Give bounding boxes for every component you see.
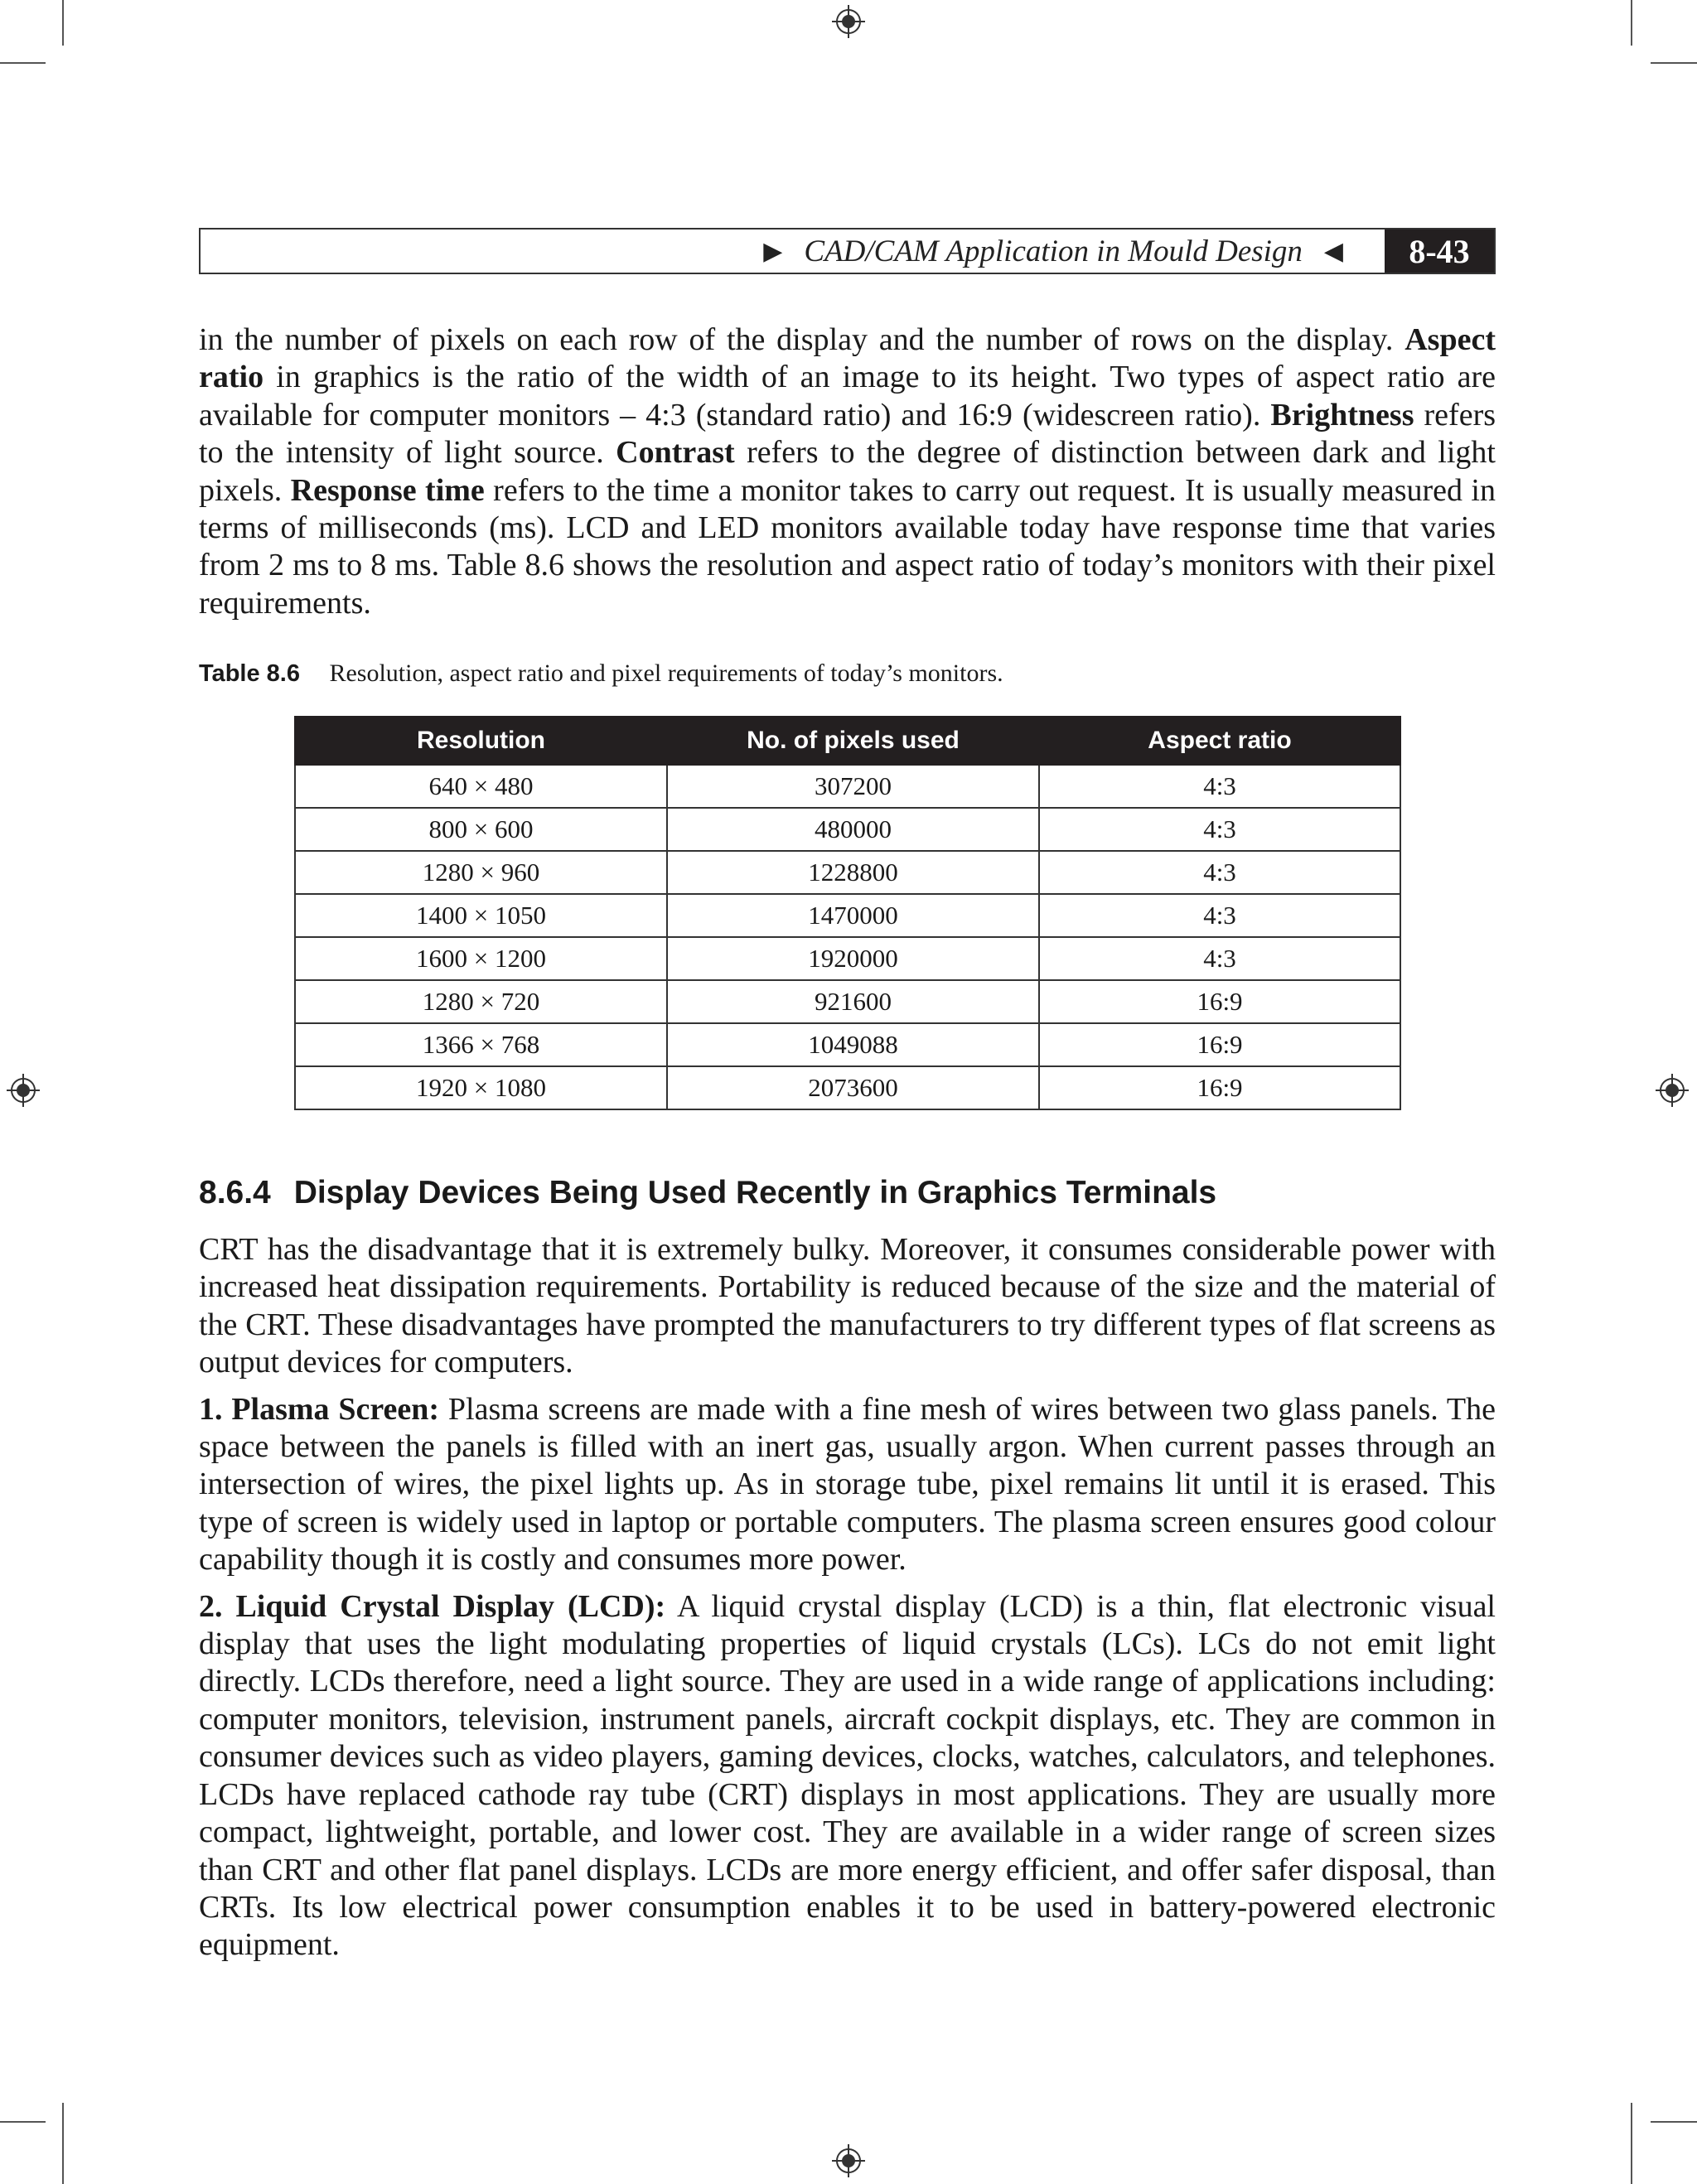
table-row bbox=[295, 1023, 1400, 1066]
cell-pixels: 480000 bbox=[667, 808, 1039, 851]
cell-aspect-ratio: 16:9 bbox=[1039, 1023, 1400, 1066]
crop-mark-bottom-left-h bbox=[0, 2121, 46, 2123]
triangle-right-icon: ▶ bbox=[763, 237, 783, 265]
triangle-left-icon: ◀ bbox=[1323, 237, 1343, 265]
term-bold: Aspect ratio bbox=[199, 322, 1496, 395]
crop-mark-bottom-right-h bbox=[1651, 2121, 1697, 2123]
cell-resolution: 1280 × 720 bbox=[295, 980, 667, 1023]
cell-pixels: 1228800 bbox=[667, 851, 1039, 894]
section-body bbox=[199, 1231, 1496, 1964]
plasma-screen-paragraph bbox=[199, 1391, 1496, 1579]
cell-resolution: 800 × 600 bbox=[295, 808, 667, 851]
lcd-text: A liquid crystal display (LCD) is a thin, flat electronic visual display that uses the light modulating properties of liquid crystals (LCs). LCs do not emit light directly. LCDs therefore, need a light source. They are used in a wide range of applications including: computer monitors, television, instrument panels, aircraft cockpit displays, etc. They are common in consumer devices such as video players, gaming devices, clocks, watches, calculators, and telephones. LCDs have replaced cathode ray tube (CRT) displays in most applications. They are usually more compact, lightweight, portable, and lower cost. They are available in a wider range of screen sizes than CRT and other flat panel displays. LCDs are more energy efficient, and offer safer disposal, than CRTs. Its low electrical power consumption enables it to be used in battery-powered electronic equipment. bbox=[199, 1588, 1496, 1963]
intro-text: refers to the intensity of light source. bbox=[199, 397, 1496, 471]
table-row bbox=[295, 765, 1400, 808]
crop-mark-bottom-left-v bbox=[62, 2103, 64, 2184]
term-bold: Brightness bbox=[1270, 397, 1414, 432]
table-row bbox=[295, 1066, 1400, 1109]
cell-resolution: 1366 × 768 bbox=[295, 1023, 667, 1066]
intro-text: in the number of pixels on each row of the display and the number of rows on the display. bbox=[199, 322, 1405, 357]
cell-aspect-ratio: 4:3 bbox=[1039, 765, 1400, 808]
cell-resolution: 1280 × 960 bbox=[295, 851, 667, 894]
intro-paragraph bbox=[199, 321, 1496, 622]
running-head bbox=[199, 228, 1496, 274]
running-head-title bbox=[742, 234, 1385, 269]
table-row bbox=[295, 851, 1400, 894]
registration-mark-icon bbox=[7, 1074, 40, 1107]
cell-pixels: 921600 bbox=[667, 980, 1039, 1023]
registration-mark-icon bbox=[1656, 1074, 1689, 1107]
registration-mark-icon bbox=[832, 5, 865, 38]
lcd-paragraph bbox=[199, 1588, 1496, 1964]
section-number: 8.6.4 bbox=[199, 1175, 271, 1210]
cell-resolution: 1400 × 1050 bbox=[295, 894, 667, 937]
plasma-screen-text: Plasma screens are made with a fine mesh of wires between two glass panels. The space between the panels is filled with an inert gas, usually argon. When current passes through an intersection of wires, the pixel lights up. As in storage tube, pixel remains lit until it is erased. This type of screen is widely used in laptop or portable computers. The plasma screen ensures good colour capability though it is costly and consumes more power. bbox=[199, 1391, 1496, 1578]
column-header-resolution: Resolution bbox=[295, 717, 667, 765]
page-number: 8-43 bbox=[1385, 230, 1494, 273]
intro-text: refers to the time a monitor takes to carry out request. It is usually measured in terms of milliseconds (ms). LCD and LED monitors available today have response time that varies from 2 ms to 8 ms. Table 8.6 shows the resolution and aspect ratio of today’s monitors with their pixel requirements. bbox=[199, 472, 1496, 621]
cell-resolution: 1920 × 1080 bbox=[295, 1066, 667, 1109]
section-paragraph: CRT has the disadvantage that it is extremely bulky. Moreover, it consumes considerable power with increased heat dissipation requirements. Portability is reduced because of the size and the material of the CRT. These disadvantages have prompted the manufacturers to try different types of flat screens as output devices for computers. bbox=[199, 1232, 1496, 1380]
cell-pixels: 1920000 bbox=[667, 937, 1039, 980]
table-header-row bbox=[295, 717, 1400, 765]
plasma-screen-label: 1. Plasma Screen: bbox=[199, 1391, 440, 1427]
intro-block bbox=[199, 321, 1496, 622]
table-label: Table 8.6 bbox=[199, 660, 300, 687]
intro-text: refers to the degree of distinction between dark and light pixels. bbox=[199, 435, 1496, 508]
cell-resolution: 1600 × 1200 bbox=[295, 937, 667, 980]
lcd-label: 2. Liquid Crystal Display (LCD): bbox=[199, 1588, 666, 1624]
cell-pixels: 1049088 bbox=[667, 1023, 1039, 1066]
crop-mark-top-right-h bbox=[1651, 62, 1697, 64]
column-header-aspect-ratio: Aspect ratio bbox=[1039, 717, 1400, 765]
cell-aspect-ratio: 4:3 bbox=[1039, 851, 1400, 894]
cell-aspect-ratio: 4:3 bbox=[1039, 937, 1400, 980]
table-row bbox=[295, 894, 1400, 937]
cell-resolution: 640 × 480 bbox=[295, 765, 667, 808]
crop-mark-top-left-h bbox=[0, 62, 46, 64]
section-heading bbox=[199, 1175, 1216, 1211]
cell-aspect-ratio: 4:3 bbox=[1039, 894, 1400, 937]
cell-pixels: 2073600 bbox=[667, 1066, 1039, 1109]
cell-pixels: 1470000 bbox=[667, 894, 1039, 937]
intro-text: in graphics is the ratio of the width of an image to its height. Two types of aspect ratio are available for computer monitors – 4:3 (standard ratio) and 16:9 (widescreen ratio). bbox=[199, 360, 1496, 432]
registration-mark-icon bbox=[832, 2144, 865, 2177]
section-title: Display Devices Being Used Recently in Graphics Terminals bbox=[293, 1175, 1217, 1210]
crop-mark-top-left-v bbox=[62, 0, 64, 46]
book-section-title: CAD/CAM Application in Mould Design bbox=[804, 234, 1303, 268]
table-row bbox=[295, 980, 1400, 1023]
term-bold: Contrast bbox=[616, 435, 735, 471]
resolution-table bbox=[294, 716, 1401, 1110]
table-caption bbox=[199, 660, 1003, 688]
cell-aspect-ratio: 4:3 bbox=[1039, 808, 1400, 851]
table-row bbox=[295, 937, 1400, 980]
column-header-pixels: No. of pixels used bbox=[667, 717, 1039, 765]
cell-pixels: 307200 bbox=[667, 765, 1039, 808]
term-bold: Response time bbox=[290, 472, 485, 508]
cell-aspect-ratio: 16:9 bbox=[1039, 1066, 1400, 1109]
table-caption-text: Resolution, aspect ratio and pixel requirements of today’s monitors. bbox=[329, 660, 1003, 687]
table-row bbox=[295, 808, 1400, 851]
crop-mark-top-right-v bbox=[1631, 0, 1632, 46]
crop-mark-bottom-right-v bbox=[1631, 2103, 1632, 2184]
cell-aspect-ratio: 16:9 bbox=[1039, 980, 1400, 1023]
